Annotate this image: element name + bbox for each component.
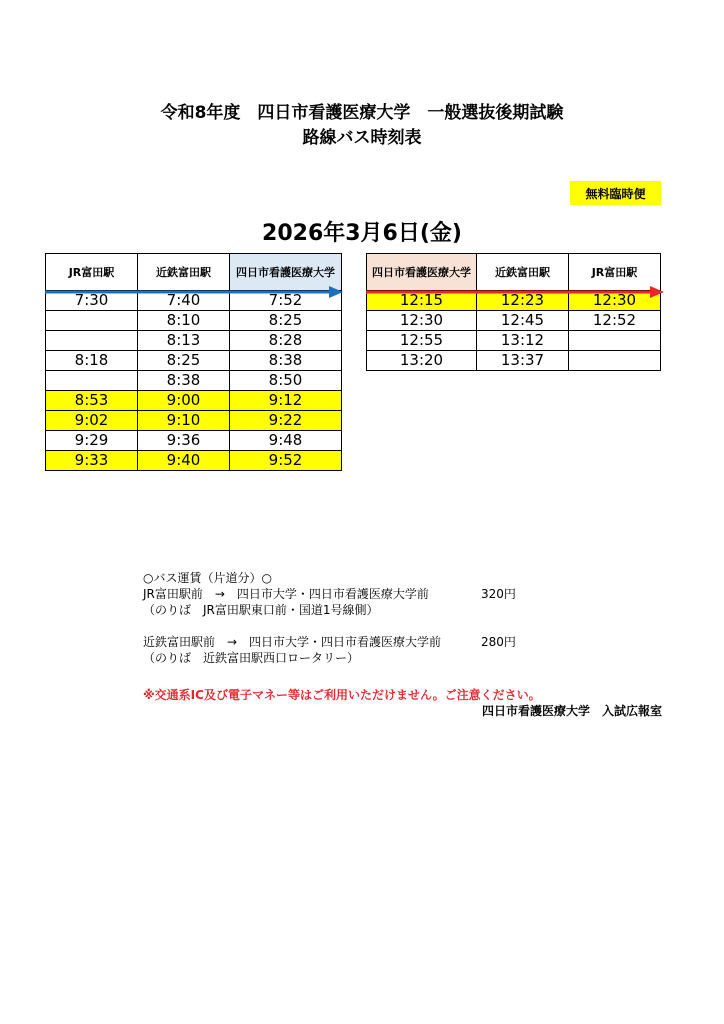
time-cell: 9:10: [138, 411, 230, 431]
time-cell: 8:25: [230, 311, 342, 331]
time-cell: 13:12: [477, 331, 569, 351]
time-cell: [569, 331, 661, 351]
page-title: 令和8年度 四日市看護医療大学 一般選抜後期試験: [160, 103, 564, 123]
time-cell: 12:30: [569, 291, 661, 311]
fare-route-kintetsu: 近鉄富田駅前 → 四日市大学・四日市看護医療大学前: [143, 635, 442, 649]
time-cell: 12:15: [367, 291, 477, 311]
timetable-row: [46, 431, 342, 451]
time-cell: 9:22: [230, 411, 342, 431]
timetable-row: [46, 311, 342, 331]
time-cell: 8:18: [46, 351, 138, 371]
timetable-row: [46, 331, 342, 351]
time-cell: 9:29: [46, 431, 138, 451]
time-cell: 12:55: [367, 331, 477, 351]
time-cell: 13:37: [477, 351, 569, 371]
timetable-row: [46, 391, 342, 411]
time-cell: 12:52: [569, 311, 661, 331]
time-cell: 8:13: [138, 331, 230, 351]
header-university: 四日市看護医療大学: [230, 254, 342, 291]
time-cell: 8:50: [230, 371, 342, 391]
time-cell: 9:00: [138, 391, 230, 411]
time-cell: 8:25: [138, 351, 230, 371]
page-subtitle: 路線バス時刻表: [302, 128, 422, 148]
time-cell: [46, 371, 138, 391]
time-cell: [46, 331, 138, 351]
fare-heading: ○バス運賃（片道分）○: [143, 571, 272, 585]
free-bus-badge: 無料臨時便: [570, 181, 661, 205]
timetable-row: [367, 331, 661, 351]
inbound-timetable: [366, 253, 661, 371]
fare-stop-jr: （のりば JR富田駅東口前・国道1号線側）: [143, 603, 379, 617]
fare-price-jr: 320円: [481, 587, 516, 601]
payment-notice: ※交通系IC及び電子マネー等はご利用いただけません。ご注意ください。: [143, 688, 541, 702]
outbound-timetable: [45, 253, 342, 471]
time-cell: 8:38: [138, 371, 230, 391]
header-kintetsu-tomida: 近鉄富田駅: [138, 254, 230, 291]
time-cell: [46, 311, 138, 331]
time-cell: 9:12: [230, 391, 342, 411]
time-cell: 13:20: [367, 351, 477, 371]
fare-route-jr: JR富田駅前 → 四日市大学・四日市看護医療大学前: [143, 587, 429, 601]
header-kintetsu-tomida: 近鉄富田駅: [477, 254, 569, 291]
timetable-row: [367, 311, 661, 331]
timetable-row: [46, 451, 342, 471]
time-cell: 7:30: [46, 291, 138, 311]
exam-date: 2026年3月6日(金): [262, 221, 462, 246]
timetable-row: [46, 371, 342, 391]
time-cell: 8:10: [138, 311, 230, 331]
time-cell: 9:02: [46, 411, 138, 431]
time-cell: 12:30: [367, 311, 477, 331]
time-cell: 9:36: [138, 431, 230, 451]
time-cell: [569, 351, 661, 371]
fare-price-kintetsu: 280円: [481, 635, 516, 649]
time-cell: 9:48: [230, 431, 342, 451]
header-jr-tomida: JR富田駅: [46, 254, 138, 291]
timetable-row: [46, 351, 342, 371]
timetable-row: [46, 411, 342, 431]
header-university: 四日市看護医療大学: [367, 254, 477, 291]
office-name: 四日市看護医療大学 入試広報室: [481, 704, 662, 718]
time-cell: 7:52: [230, 291, 342, 311]
time-cell: 8:53: [46, 391, 138, 411]
time-cell: 12:23: [477, 291, 569, 311]
time-cell: 8:38: [230, 351, 342, 371]
timetable-row: [46, 291, 342, 311]
time-cell: 9:52: [230, 451, 342, 471]
timetable-row: [367, 351, 661, 371]
time-cell: 8:28: [230, 331, 342, 351]
timetable-row: [367, 291, 661, 311]
time-cell: 9:40: [138, 451, 230, 471]
fare-stop-kintetsu: （のりば 近鉄富田駅西口ロータリー）: [143, 651, 360, 665]
header-jr-tomida: JR富田駅: [569, 254, 661, 291]
time-cell: 7:40: [138, 291, 230, 311]
time-cell: 9:33: [46, 451, 138, 471]
time-cell: 12:45: [477, 311, 569, 331]
